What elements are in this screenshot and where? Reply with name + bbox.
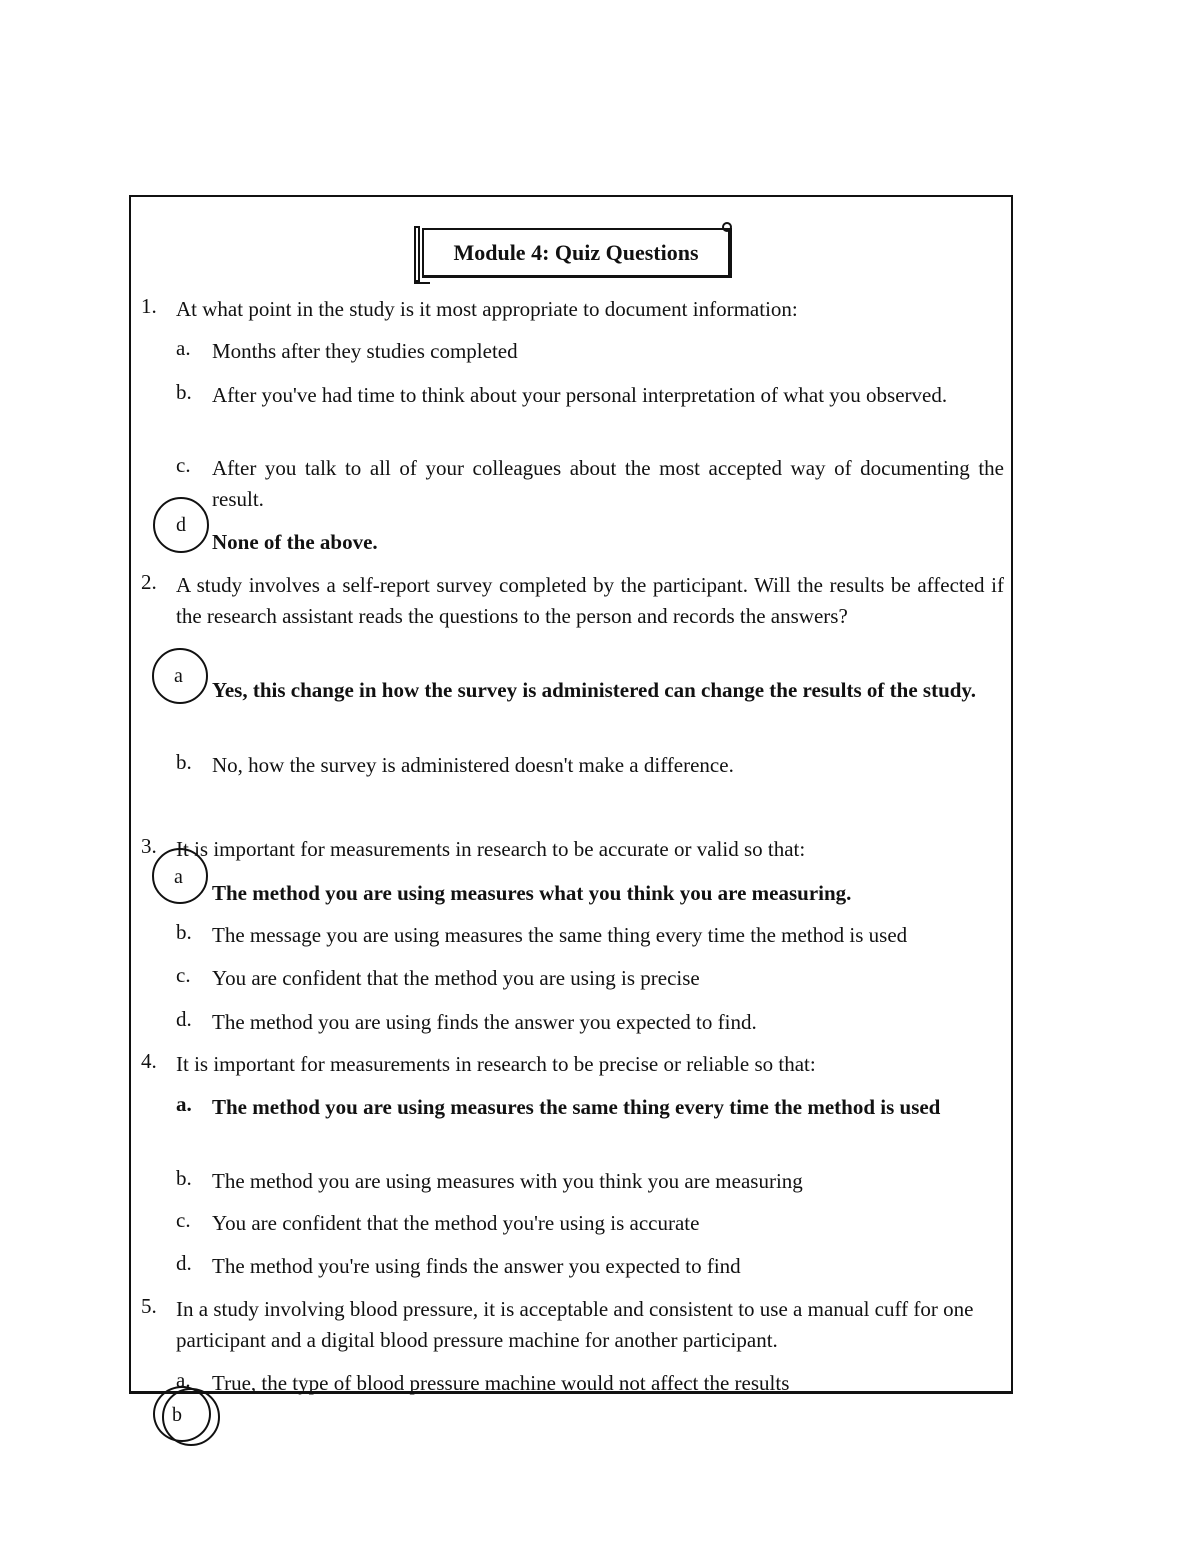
q4-option-b-letter: b. [176,1166,192,1190]
q1-option-a: Months after they studies completed [212,339,518,363]
answer-circle-q5 [162,1388,220,1446]
q1-text: At what point in the study is it most appropriate to document information: [176,297,798,321]
q5-number: 5. [141,1294,157,1318]
q1-option-c: After you talk to all of your colleagues about the most accepted way of documenting the result. [212,456,1004,511]
q4-text: It is important for measurements in research to be precise or reliable so that: [176,1052,816,1076]
page-title: Module 4: Quiz Questions [422,228,732,278]
q4-option-b: The method you are using measures with you think you are measuring [212,1169,803,1193]
q3-number: 3. [141,834,157,858]
q5-text: In a study involving blood pressure, it is acceptable and consistent to use a manual cuff for one participant and a digital blood pressure machine for another participant. [176,1297,974,1352]
q4-option-a: The method you are using measures the same thing every time the method is used [212,1095,941,1119]
q1-option-b-letter: b. [176,380,192,404]
q2-option-b-letter: b. [176,750,192,774]
q3-marked-answer: a [174,866,183,888]
q3-option-b-letter: b. [176,920,192,944]
q2-number: 2. [141,570,157,594]
q2-option-b: No, how the survey is administered doesn't make a difference. [212,753,734,777]
q4-option-d: The method you're using finds the answer you expected to find [212,1254,741,1278]
q3-option-d: The method you are using finds the answer you expected to find. [212,1010,757,1034]
title-scroll [414,222,732,284]
q4-option-c: You are confident that the method you're using is accurate [212,1211,700,1235]
q3-option-c: You are confident that the method you are using is precise [212,966,700,990]
q3-option-d-letter: d. [176,1007,192,1031]
q1-number: 1. [141,294,157,318]
q1-option-a-letter: a. [176,336,191,360]
q1-option-b: After you've had time to think about your personal interpretation of what you observed. [212,383,948,407]
q2-text: A study involves a self-report survey completed by the participant. Will the results be affected if the research assistant reads the questions to the person and records the answers? [176,573,1004,628]
q5-option-a-letter: a. [176,1368,191,1392]
q5-option-a: True, the type of blood pressure machine would not affect the results [212,1371,790,1395]
q4-option-d-letter: d. [176,1251,192,1275]
q1-option-c-letter: c. [176,453,191,477]
q3-option-b: The message you are using measures the same thing every time the method is used [212,923,908,947]
q5-marked-answer: b [172,1404,182,1426]
q4-number: 4. [141,1049,157,1073]
q2-option-a: Yes, this change in how the survey is administered can change the results of the study. [212,678,977,702]
q1-marked-answer: d [176,514,186,536]
q3-text: It is important for measurements in research to be accurate or valid so that: [176,837,806,861]
scroll-bottom-edge [414,278,430,284]
q2-marked-answer: a [174,665,183,687]
q3-option-c-letter: c. [176,963,191,987]
q4-option-c-letter: c. [176,1208,191,1232]
scroll-left-roll [414,226,420,282]
q3-option-a: The method you are using measures what you think you are measuring. [212,881,852,905]
q1-option-d: None of the above. [212,530,378,554]
q4-option-a-letter: a. [176,1092,192,1116]
